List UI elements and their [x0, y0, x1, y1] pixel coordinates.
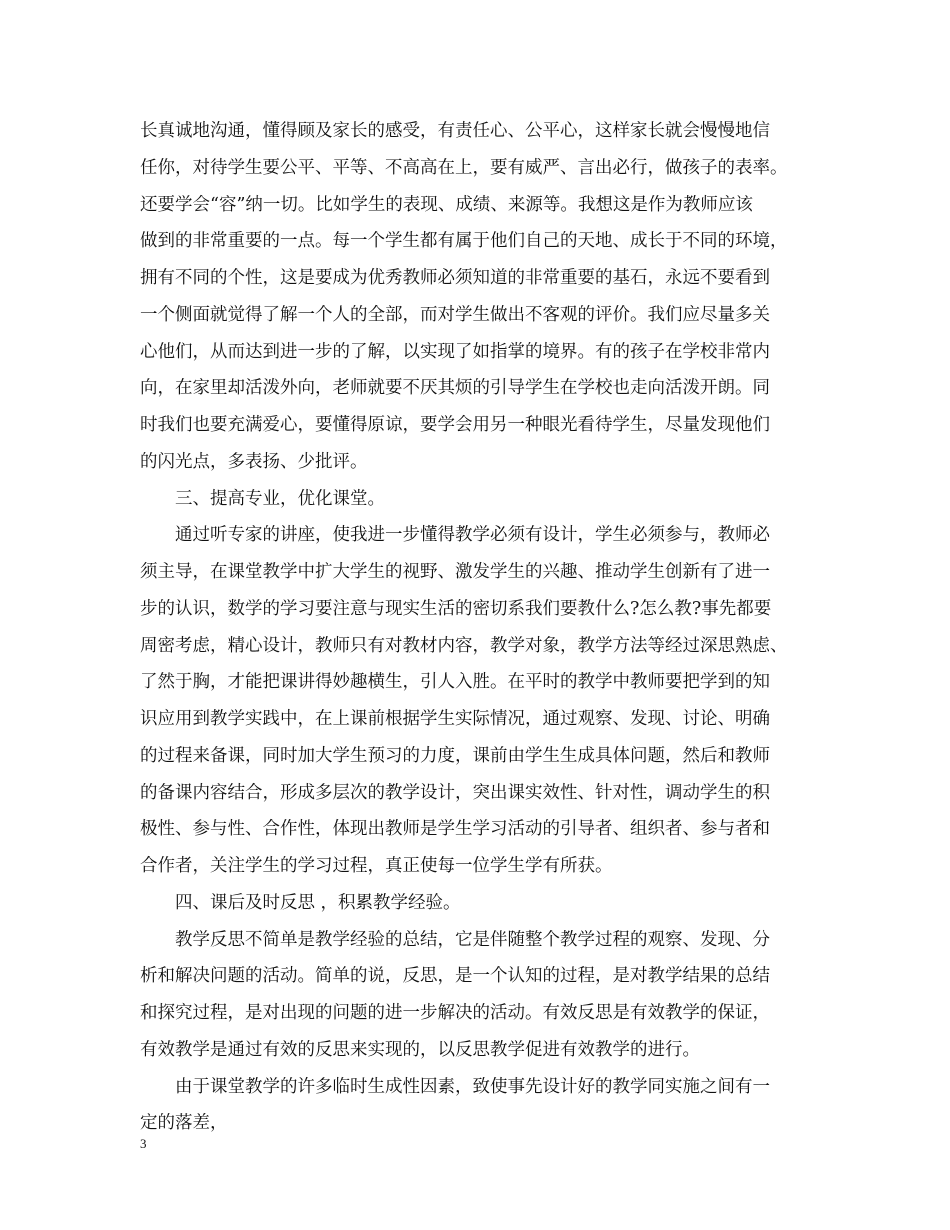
text-line: 通过听专家的讲座，使我进一步懂得教学必须有设计，学生必须参与，教师必 [175, 525, 770, 546]
text-line: 做到的非常重要的一点。每一个学生都有属于他们自己的天地、成长于不同的环境， [140, 231, 788, 252]
text-line: 还要学会“容”纳一切。比如学生的表现、成绩、来源等。我想这是作为教师应该 [140, 194, 753, 215]
text-line: 了然于胸，才能把课讲得妙趣横生，引人入胜。在平时的教学中教师要把学到的知 [140, 672, 770, 693]
text-line: 教学反思不简单是教学经验的总结，它是伴随整个教学过程的观察、发现、分 [175, 929, 770, 950]
text-line: 识应用到教学实践中，在上课前根据学生实际情况，通过观察、发现、讨论、明确 [140, 709, 770, 729]
text-line: 一个侧面就觉得了解一个人的全部，而对学生做出不客观的评价。我们应尽量多关 [140, 304, 770, 325]
text-line: 由于课堂教学的许多临时生成性因素，致使事先设计好的教学同实施之间有一 [175, 1076, 770, 1097]
text-line: 长真诚地沟通，懂得顾及家长的感受，有责任心、公平心，这样家长就会慢慢地信 [140, 121, 770, 141]
text-line: 有效教学是通过有效的反思来实现的，以反思教学促进有效教学的进行。 [140, 1039, 700, 1060]
text-line: 步的认识，数学的学习要注意与现实生活的密切系我们要教什么?怎么教?事先都要 [140, 598, 772, 619]
text-line: 拥有不同的个性，这是要成为优秀教师必须知道的非常重要的基石，永远不要看到 [140, 268, 770, 288]
text-line: 定的落差， [140, 1113, 228, 1134]
text-line: 合作者，关注学生的学习过程，真正使每一位学生学有所获。 [140, 856, 613, 876]
text-line: 向，在家里却活泼外向，老师就要不厌其烦的引导学生在学校也走向活泼开朗。同 [140, 378, 770, 399]
text-line: 须主导，在课堂教学中扩大学生的视野、激发学生的兴趣、推动学生创新有了进一 [140, 562, 770, 582]
section-heading: 四、课后及时反思 ，积累教学经验。 [175, 892, 461, 913]
text-line: 的闪光点，多表扬、少批评。 [140, 451, 368, 472]
text-line: 析和解决问题的活动。简单的说，反思，是一个认知的过程，是对教学结果的总结 [140, 966, 770, 987]
page-number: 3 [140, 1136, 147, 1151]
text-line: 任你，对待学生要公平、平等、不高高在上，要有威严、言出必行，做孩子的表率。 [140, 157, 788, 178]
text-line: 和探究过程，是对出现的问题的进一步解决的活动。有效反思是有效教学的保证， [140, 1003, 770, 1023]
text-line: 的备课内容结合，形成多层次的教学设计，突出课实效性、针对性，调动学生的积 [140, 782, 770, 803]
body-text [140, 113, 820, 1142]
text-line: 周密考虑，精心设计，教师只有对教材内容，教学对象，教学方法等经过深思熟虑、 [140, 635, 788, 656]
text-line: 极性、参与性、合作性，体现出教师是学生学习活动的引导者、组织者、参与者和 [140, 819, 770, 840]
text-line: 时我们也要充满爱心，要懂得原谅，要学会用另一种眼光看待学生，尽量发现他们 [140, 415, 770, 435]
section-heading: 三、提高专业，优化课堂。 [175, 488, 385, 509]
text-line: 的过程来备课，同时加大学生预习的力度，课前由学生生成具体问题，然后和教师 [140, 745, 770, 766]
text-line: 心他们，从而达到进一步的了解，以实现了如指掌的境界。有的孩子在学校非常内 [140, 341, 770, 362]
